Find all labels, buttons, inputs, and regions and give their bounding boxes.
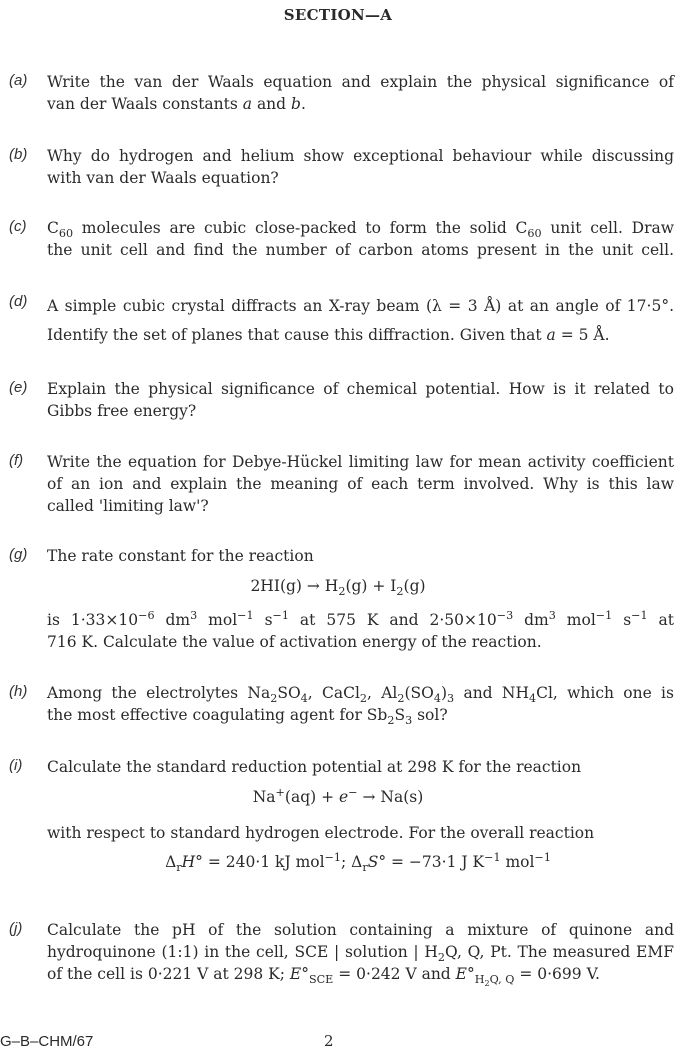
question-a (47, 71, 674, 115)
question-label: (j) (9, 920, 23, 937)
question-line: Calculate the pH of the solution containing a mixture of quinone and (47, 921, 674, 939)
question-h (47, 682, 674, 726)
question-line: A simple cubic crystal diffracts an X-ray beam (λ = 3 Å) at an angle of 17·5°. (47, 297, 674, 315)
question-g-intro: The rate constant for the reaction (47, 547, 314, 565)
thermo-data-equation: $\Delta_rH^\circ = 240\cdot 1$ kJ mol$^{-1}$; $\Delta_rS^\circ = -73\cdot 1$ J $K^{-1}$ mol$^{-1}$ (165, 850, 551, 875)
question-line: of an ion and explain the meaning of each term involved. Why is this law (47, 475, 674, 493)
question-label: (i) (9, 757, 23, 774)
question-line: Explain the physical significance of chemical potential. How is it related to (47, 380, 674, 398)
question-line: $C_{60}$ molecules are cubic close-packed to form the solid $C_{60}$ unit cell. Draw (47, 219, 674, 241)
page-number: 2 (324, 1032, 334, 1050)
paper-code-text: G–B–CHM/67 (0, 1033, 94, 1050)
question-line: Gibbs free energy? (47, 402, 197, 420)
reaction-equation: $2HI(g) \to H_2(g) + I_2(g)$ (250, 577, 426, 599)
section-title: SECTION—A (283, 6, 393, 24)
question-line: Why do hydrogen and helium show exceptional behaviour while discussing (47, 147, 674, 165)
question-line: with van der Waals equation? (47, 169, 279, 187)
question-j (47, 919, 674, 989)
question-line: 716 K. Calculate the value of activation energy of the reaction. (47, 633, 542, 651)
question-c (47, 217, 674, 261)
question-label: (d) (9, 293, 28, 310)
question-i-intro: Calculate the standard reduction potential at 298 K for the reaction (47, 758, 582, 776)
question-line: Identify the set of planes that cause this diffraction. Given that a = 5 Å. (47, 326, 610, 344)
question-f (47, 451, 674, 517)
question-label: (g) (9, 546, 28, 563)
question-line: called 'limiting law'? (47, 497, 209, 515)
question-label: (f) (9, 452, 24, 469)
reaction-equation: Na+(aq) + e− → Na(s) (252, 785, 424, 806)
question-label: (b) (9, 146, 28, 163)
question-line: the unit cell and find the number of carbon atoms present in the unit cell. (47, 241, 674, 259)
question-line: Among the electrolytes $Na_2SO_4$, CaCl$_2$, $Al_2(SO_4)_3$ and $NH_4Cl$, which one is (47, 684, 674, 706)
question-label: (c) (9, 218, 27, 235)
question-line: the most effective coagulating agent for $Sb_2S_3$ sol? (47, 706, 448, 728)
question-line: Write the equation for Debye-Hückel limiting law for mean activity coefficient (47, 453, 674, 471)
question-line: of the cell is 0·221 V at 298 K; $E^\circ_{SCE} = 0\cdot 242$ V and $E^\circ_{H_2Q, Q} = 0\cdot 699$ V. (47, 965, 600, 989)
question-label: (h) (9, 683, 28, 700)
question-line: hydroquinone (1:1) in the cell, SCE | solution | $H_2Q$, Q, Pt. The measured EMF (47, 943, 674, 965)
question-e (47, 378, 674, 422)
question-i-mid: with respect to standard hydrogen electrode. For the overall reaction (47, 824, 595, 842)
question-g-body (47, 609, 674, 653)
question-line: Write the van der Waals equation and explain the physical significance of (47, 73, 674, 91)
question-line: is $1\cdot 33\times 10^{-6}$ $dm^3$ mol$^{-1}$ $s^{-1}$ at 575 K and $2\cdot 50\times 10^{-3}$ $dm^3$ mol$^{-1}$ $s^{-1}$ at (47, 608, 675, 629)
question-label: (a) (9, 72, 28, 89)
question-d (47, 292, 674, 350)
paper-code (0, 1033, 93, 1050)
question-line: van der Waals constants a and b. (47, 95, 306, 113)
question-b (47, 145, 674, 189)
question-label: (e) (9, 379, 28, 396)
